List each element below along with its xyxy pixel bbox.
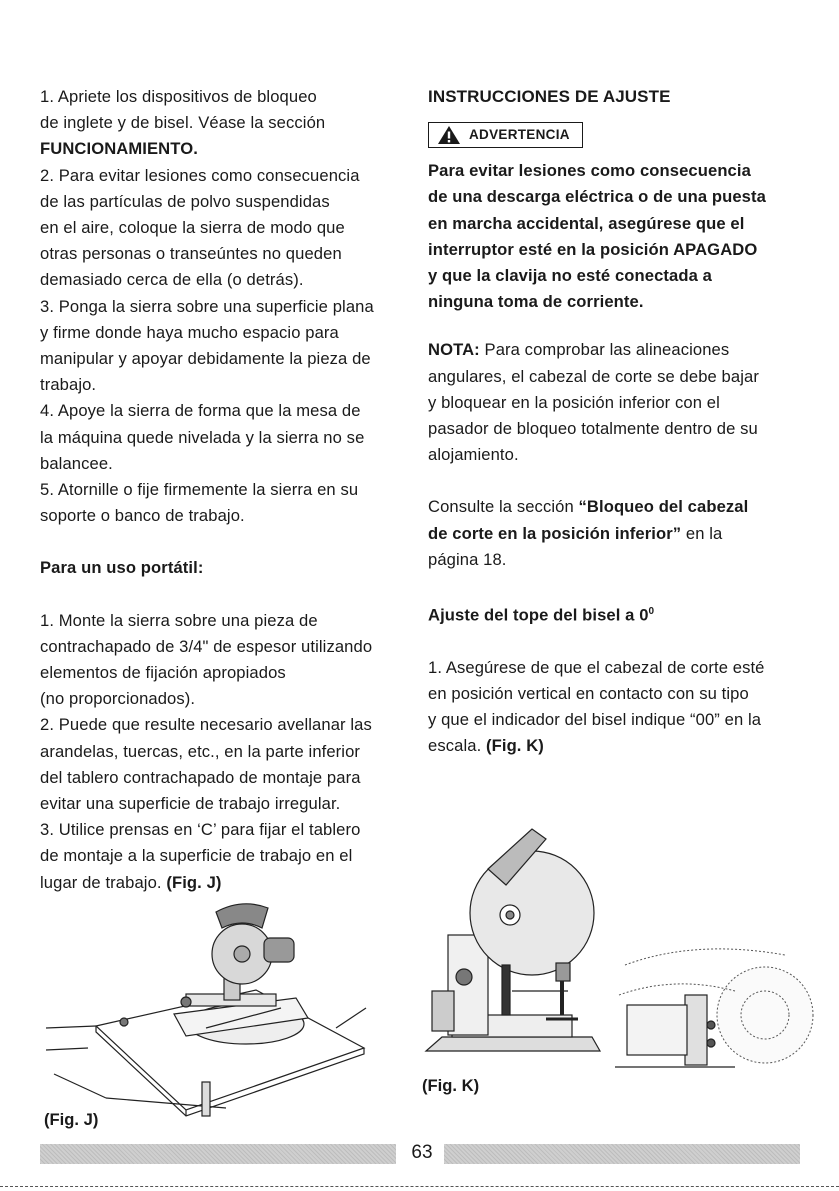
bevel-heading-text: Ajuste del tope del bisel a 0	[428, 605, 649, 625]
portable-step-line: contrachapado de 3/4" de espesor utilizando	[40, 636, 373, 656]
nota-line: y bloquear en la posición inferior con el	[428, 392, 720, 412]
consult-text: en la	[681, 523, 723, 543]
step-3-line: y firme donde haya mucho espacio para	[40, 322, 339, 342]
portable-step-line: del tablero contrachapado de montaje para	[40, 767, 361, 787]
portable-step-line: evitar una superficie de trabajo irregular.	[40, 794, 341, 814]
funcionamiento-reference: FUNCIONAMIENTO.	[40, 139, 198, 159]
portable-step-line: 2. Puede que resulte necesario avellanar las	[40, 715, 372, 735]
bottom-edge-rule	[0, 1186, 839, 1187]
consult-text: Consulte la sección	[428, 497, 579, 517]
step-4-line: la máquina quede nivelada y la sierra no se	[40, 427, 365, 447]
figure-k-saw-illustration	[422, 815, 602, 1065]
step-2-line: en el aire, coloque la sierra de modo que	[40, 218, 345, 238]
step-2-line: de las partículas de polvo suspendidas	[40, 191, 330, 211]
step-4-line: balancee.	[40, 453, 113, 473]
portable-step-line: de montaje a la superficie de trabajo en el	[40, 846, 353, 866]
figure-k-detail-illustration	[615, 935, 815, 1075]
warning-label: ADVERTENCIA	[469, 127, 570, 143]
step-2-line: otras personas o transeúntes no queden	[40, 244, 342, 264]
nota-label: NOTA:	[428, 340, 480, 360]
warning-badge	[428, 122, 583, 148]
consult-page: página 18.	[428, 549, 507, 569]
warning-body	[428, 158, 808, 315]
consult-section-name: de corte en la posición inferior”	[428, 523, 682, 543]
page-number: 63	[411, 1142, 433, 1163]
bevel-step-line: y que el indicador del bisel indique “00” en la	[428, 710, 762, 730]
portable-step-line: (no proporcionados).	[40, 689, 196, 709]
page-footer	[0, 1142, 839, 1166]
step-3-line: trabajo.	[40, 375, 97, 395]
portable-step-line: 1. Monte la sierra sobre una pieza de	[40, 610, 318, 630]
right-column	[428, 84, 808, 760]
step-4-line: 4. Apoye la sierra de forma que la mesa de	[40, 401, 361, 421]
footer-bar-right	[444, 1144, 800, 1164]
step-2-line: 2. Para evitar lesiones como consecuencia	[40, 165, 360, 185]
bevel-last-text: escala.	[428, 736, 486, 756]
step-5-line: soporte o banco de trabajo.	[40, 506, 245, 526]
left-column	[40, 84, 412, 896]
step-3-line: manipular y apoyar debidamente la pieza de	[40, 349, 371, 369]
warning-line: Para evitar lesiones como consecuencia	[428, 161, 751, 181]
nota-line: angulares, el cabezal de corte se debe bajar	[428, 366, 759, 386]
figure-j-illustration	[46, 898, 376, 1118]
portable-step-line: 3. Utilice prensas en ‘C’ para fijar el tablero	[40, 820, 361, 840]
fig-j-reference: (Fig. J)	[166, 872, 222, 892]
bevel-step-line: 1. Asegúrese de que el cabezal de corte esté	[428, 657, 765, 677]
step-5-line: 5. Atornille o fije firmemente la sierra en su	[40, 480, 359, 500]
nota-line: alojamiento.	[428, 445, 519, 465]
fig-k-reference: (Fig. K)	[486, 736, 544, 756]
footer-bar-left	[40, 1144, 396, 1164]
bevel-step-line: en posición vertical en contacto con su tipo	[428, 683, 749, 703]
nota-line: pasador de bloqueo totalmente dentro de su	[428, 419, 758, 439]
nota-text: Para comprobar las alineaciones	[479, 340, 730, 360]
last-line-text: lugar de trabajo.	[40, 872, 167, 892]
consult-section-name: “Bloqueo del cabezal	[578, 497, 749, 517]
step-2-line: demasiado cerca de ella (o detrás).	[40, 270, 304, 290]
step-1-line-2: de inglete y de bisel. Véase la sección	[40, 113, 326, 133]
portable-step-line: elementos de fijación apropiados	[40, 663, 286, 683]
consult-line	[428, 494, 808, 520]
degree-superscript: 0	[648, 606, 655, 618]
warning-line: ninguna toma de corriente.	[428, 292, 644, 312]
warning-line: en marcha accidental, asegúrese que el	[428, 213, 745, 233]
figure-k-caption: (Fig. K)	[422, 1076, 480, 1095]
warning-line: y que la clavija no esté conectada a	[428, 266, 712, 286]
nota-line	[428, 337, 808, 363]
warning-line: interruptor esté en la posición APAGADO	[428, 239, 758, 259]
portable-step-line: arandelas, tuercas, etc., en la parte inferior	[40, 741, 361, 761]
step-1-line-1: 1. Apriete los dispositivos de bloqueo	[40, 87, 317, 106]
bevel-stop-heading	[428, 599, 808, 629]
warning-line: de una descarga eléctrica o de una puesta	[428, 187, 766, 207]
figure-j-caption: (Fig. J)	[44, 1110, 99, 1129]
adjustment-instructions-heading: INSTRUCCIONES DE AJUSTE	[428, 87, 671, 106]
step-3-line: 3. Ponga la sierra sobre una superficie plana	[40, 296, 374, 316]
warning-icon	[437, 125, 461, 145]
portable-step-last-line	[40, 870, 412, 896]
consult-line	[428, 521, 808, 547]
portable-use-heading: Para un uso portátil:	[40, 558, 204, 578]
bevel-step-last-line	[428, 733, 808, 759]
